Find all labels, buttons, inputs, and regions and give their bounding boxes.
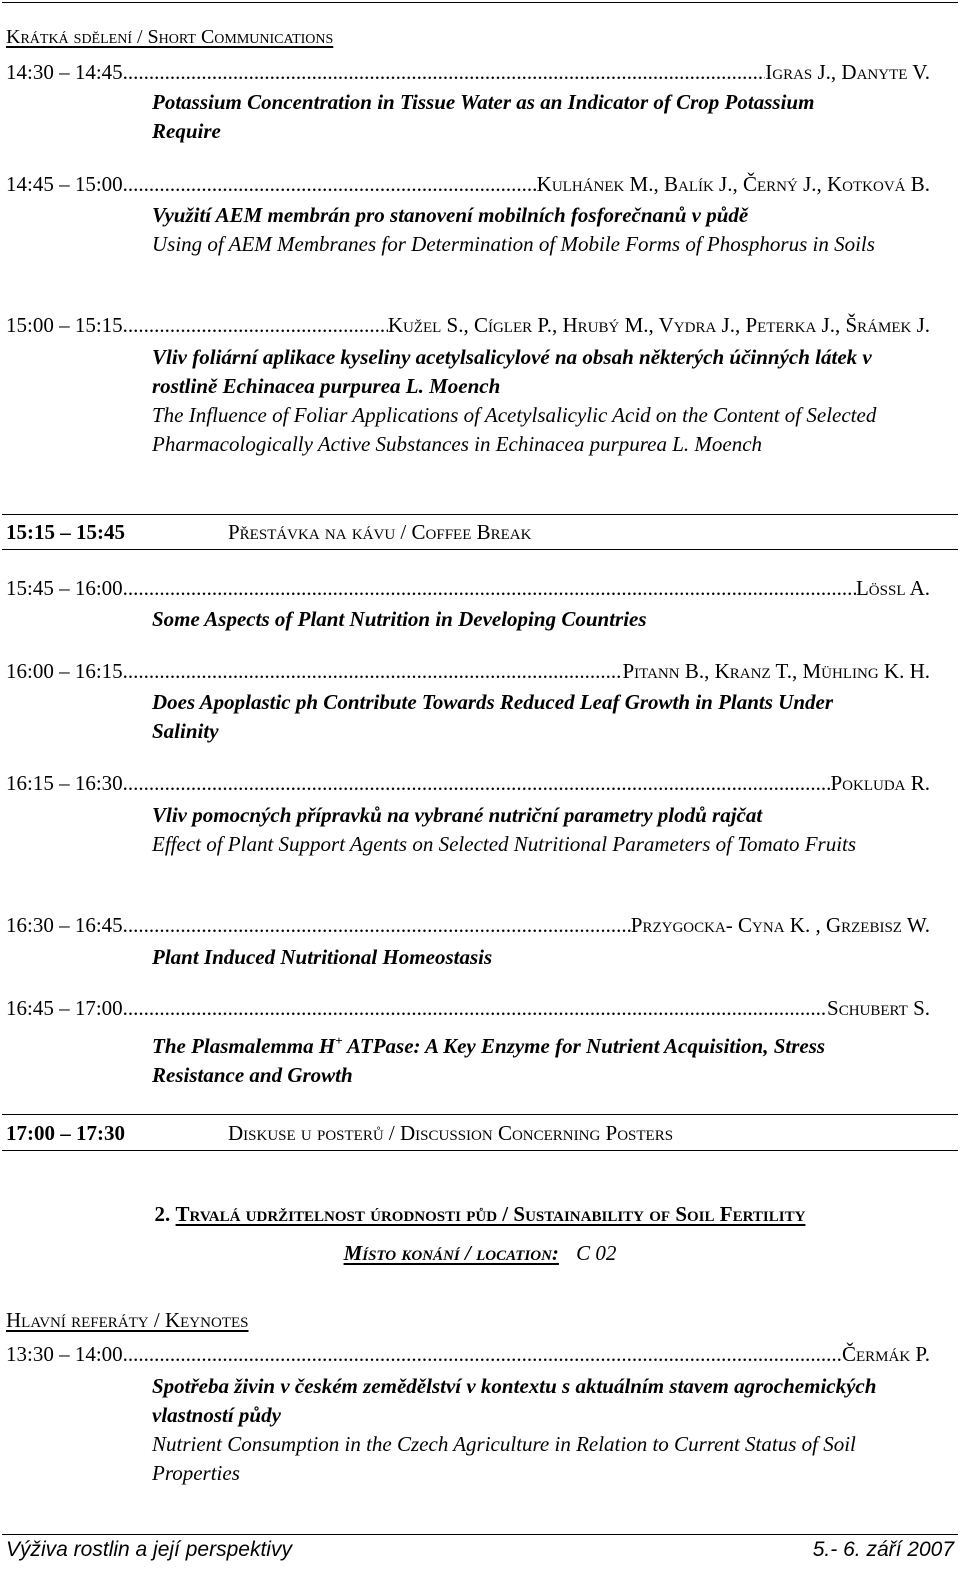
entry-header — [6, 659, 930, 685]
entry-header — [6, 313, 930, 339]
entry-title-czech: Vliv foliární aplikace kyseliny acetylsalicylové na obsah některých účinných látek v rostlině Echinacea purpurea L. Moench — [152, 345, 872, 398]
rule — [2, 549, 958, 550]
entry-time: 16:00 – 16:15 — [6, 659, 123, 683]
entry-header — [6, 172, 930, 198]
rule — [2, 514, 958, 515]
entry-authors: Igras J., Danyte V. — [765, 60, 930, 84]
leader-dots — [123, 60, 766, 85]
title-superscript: + — [335, 1033, 343, 1048]
entry-title: Potassium Concentration in Tissue Water as an Indicator of Crop Potassium Require — [152, 90, 815, 143]
entry-time: 14:30 – 14:45 — [6, 60, 123, 84]
leader-dots — [123, 1342, 842, 1367]
leader-dots — [123, 313, 388, 338]
keynotes-heading: Hlavní referáty / Keynotes — [6, 1308, 249, 1332]
section-2-title — [0, 1202, 960, 1227]
entry-title-czech: Spotřeba živin v českém zemědělství v kontextu s aktuálním stavem agrochemických vlastností půdy — [152, 1374, 877, 1427]
rule — [2, 1150, 958, 1151]
leader-dots — [123, 172, 537, 197]
entry-authors: Pokluda R. — [830, 771, 930, 795]
entry-authors: Schubert S. — [827, 996, 930, 1020]
entry-time: 15:45 – 16:00 — [6, 576, 123, 600]
footer-rule — [2, 1534, 958, 1535]
leader-dots — [123, 771, 831, 796]
title-part: The Plasmalemma H — [152, 1034, 336, 1058]
discussion-time: 17:00 – 17:30 — [6, 1121, 125, 1145]
entry-time: 13:30 – 14:00 — [6, 1342, 123, 1366]
footer-date: 5.- 6. září 2007 — [812, 1538, 954, 1561]
entry-title-english: The Influence of Foliar Applications of Acetylsalicylic Acid on the Content of Selected Pharmacologically Active Substances in Echinacea purpurea L. Moench — [152, 403, 877, 456]
entry-header — [6, 60, 930, 86]
top-rule — [2, 2, 958, 3]
entry-title: Some Aspects of Plant Nutrition in Developing Countries — [152, 607, 647, 631]
entry-title-english: Nutrient Consumption in the Czech Agriculture in Relation to Current Status of Soil Properties — [152, 1432, 856, 1485]
discussion-label: Diskuse u posterů / Discussion Concerning Posters — [228, 1121, 674, 1145]
entry-authors: Kulhánek M., Balík J., Černý J., Kotková B. — [536, 172, 930, 196]
entry-time: 16:45 – 17:00 — [6, 996, 123, 1020]
title-part: ATPase: A Key Enzyme for Nutrient Acquisition, Stress Resistance and Growth — [152, 1034, 826, 1087]
entry-title-english: Effect of Plant Support Agents on Selected Nutritional Parameters of Tomato Fruits — [152, 832, 857, 856]
entry-authors: Čermák P. — [841, 1342, 930, 1366]
section-number: 2. — [154, 1202, 171, 1226]
entry-title-czech: Využití AEM membrán pro stanovení mobilních fosforečnanů v půdě — [152, 203, 749, 227]
footer-title: Výživa rostlin a její perspektivy — [6, 1538, 292, 1561]
entry-header — [6, 576, 930, 602]
location-label: Místo konání / location: — [343, 1241, 559, 1265]
entry-authors: Przygocka- Cyna K. , Grzebisz W. — [630, 913, 930, 937]
entry-authors: Kužel S., Cígler P., Hrubý M., Vydra J., Peterka J., Šrámek J. — [387, 313, 930, 337]
section-title: Trvalá udržitelnost úrodnosti půd / Sustainability of Soil Fertility — [175, 1202, 806, 1226]
location-value: C 02 — [576, 1241, 617, 1265]
entry-authors: Pitann B., Kranz T., Mühling K. H. — [622, 659, 930, 683]
page-footer — [6, 1538, 954, 1562]
leader-dots — [123, 659, 623, 684]
entry-time: 16:30 – 16:45 — [6, 913, 123, 937]
break-label: Přestávka na kávu / Coffee Break — [228, 520, 532, 544]
location-line — [0, 1241, 960, 1266]
break-time: 15:15 – 15:45 — [6, 520, 125, 544]
entry-time: 16:15 – 16:30 — [6, 771, 123, 795]
entry-authors: Lössl A. — [855, 576, 930, 600]
entry-header — [6, 1342, 930, 1368]
rule — [2, 1114, 958, 1115]
entry-header — [6, 996, 930, 1022]
leader-dots — [123, 996, 827, 1021]
entry-header — [6, 771, 930, 797]
leader-dots — [123, 576, 856, 601]
entry-time: 14:45 – 15:00 — [6, 172, 123, 196]
entry-title-czech: Vliv pomocných přípravků na vybrané nutriční parametry plodů rajčat — [152, 803, 763, 827]
entry-title: Plant Induced Nutritional Homeostasis — [152, 945, 493, 969]
entry-header — [6, 913, 930, 939]
entry-title — [152, 1026, 896, 1090]
section-heading-short-communications: Krátká sdělení / Short Communications — [6, 26, 334, 48]
leader-dots — [123, 913, 631, 938]
entry-time: 15:00 – 15:15 — [6, 313, 123, 337]
entry-title-english: Using of AEM Membranes for Determination of Mobile Forms of Phosphorus in Soils — [152, 232, 875, 256]
entry-title: Does Apoplastic ph Contribute Towards Reduced Leaf Growth in Plants Under Salinity — [152, 690, 834, 743]
